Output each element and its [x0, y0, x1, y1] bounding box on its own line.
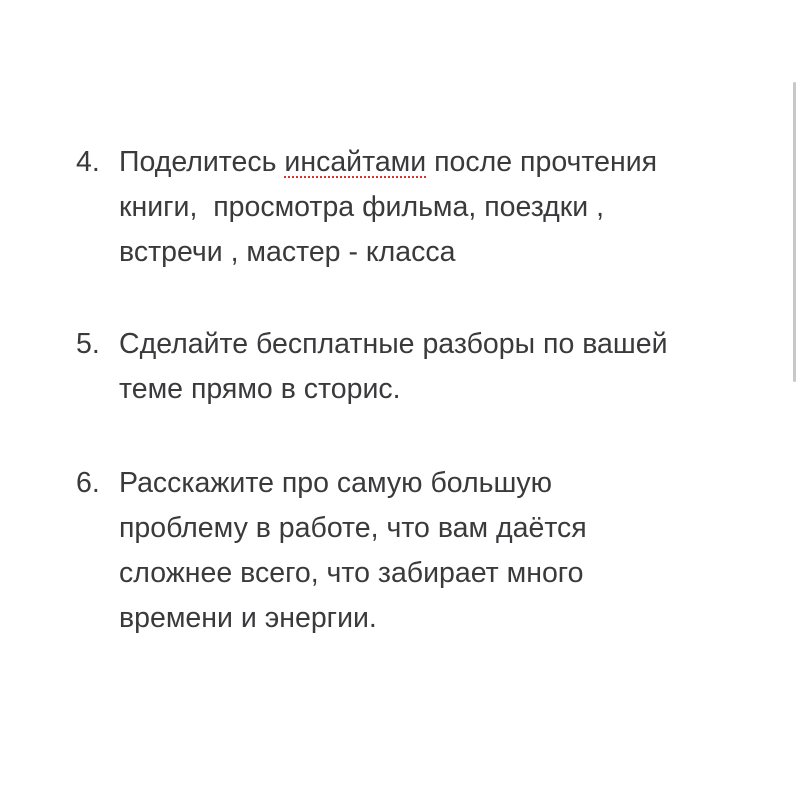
misspelled-word[interactable]: инсайтами: [284, 146, 427, 178]
item-number: 6.: [76, 467, 100, 499]
item-number: 5.: [76, 328, 100, 360]
item-line: Расскажите про самую большую: [119, 467, 552, 499]
item-line: теме прямо в сторис.: [119, 373, 401, 405]
item-line: встречи , мастер - класса: [119, 236, 456, 268]
item-text: Поделитесь: [119, 146, 285, 178]
item-line: книги, просмотра фильма, поездки ,: [119, 191, 605, 223]
item-number: 4.: [76, 146, 100, 178]
item-line: [119, 140, 750, 185]
list-item-5: [70, 322, 750, 412]
list-item-6: [70, 461, 750, 641]
item-text: после прочтения: [426, 146, 658, 178]
item-line: сложнее всего, что забирает много: [119, 557, 584, 589]
item-line: времени и энергии.: [119, 602, 377, 634]
item-line: Сделайте бесплатные разборы по вашей: [119, 328, 668, 360]
item-line: проблему в работе, что вам даётся: [119, 512, 587, 544]
list-item-4: [70, 140, 750, 275]
scrollbar[interactable]: [793, 82, 796, 382]
